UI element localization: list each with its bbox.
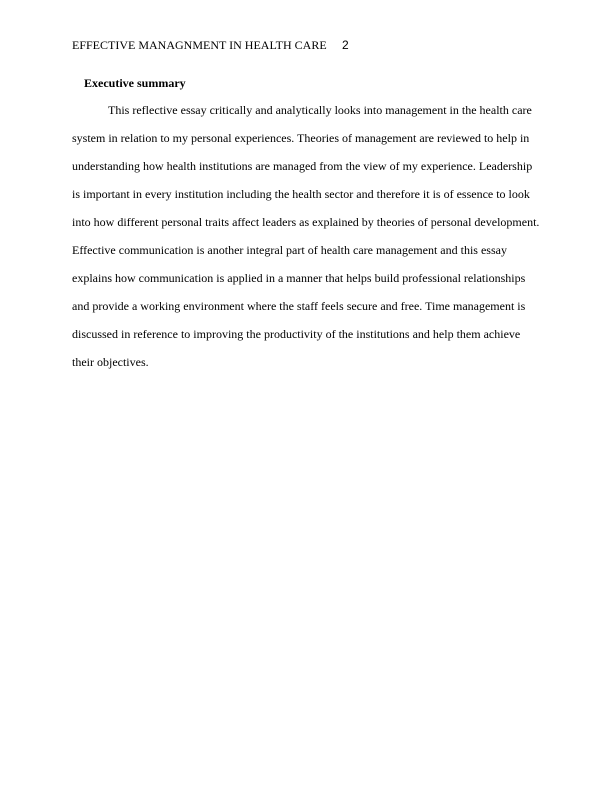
paragraph-line: is important in every institution including the health sector and therefore it is of essence to look (72, 187, 530, 201)
executive-summary-paragraph (72, 96, 546, 376)
paragraph-line: discussed in reference to improving the productivity of the institutions and help them achieve (72, 327, 521, 341)
paragraph-line: their objectives. (72, 355, 149, 369)
paragraph-line: and provide a working environment where the staff feels secure and free. Time management is (72, 299, 526, 313)
paragraph-line: explains how communication is applied in a manner that helps build professional relationships (72, 271, 526, 285)
section-heading: Executive summary (84, 76, 186, 90)
running-header (72, 36, 362, 54)
page-number: 2 (342, 38, 349, 52)
paragraph-line: This reflective essay critically and analytically looks into management in the health care (108, 103, 532, 117)
running-title: EFFECTIVE MANAGNMENT IN HEALTH CARE (72, 38, 327, 52)
paragraph-line: into how different personal traits affect leaders as explained by theories of personal development. (72, 215, 540, 229)
paragraph-line: system in relation to my personal experiences. Theories of management are reviewed to help in (72, 131, 530, 145)
paragraph-line: understanding how health institutions are managed from the view of my experience. Leadership (72, 159, 533, 173)
paragraph-line: Effective communication is another integral part of health care management and this essay (72, 243, 507, 257)
